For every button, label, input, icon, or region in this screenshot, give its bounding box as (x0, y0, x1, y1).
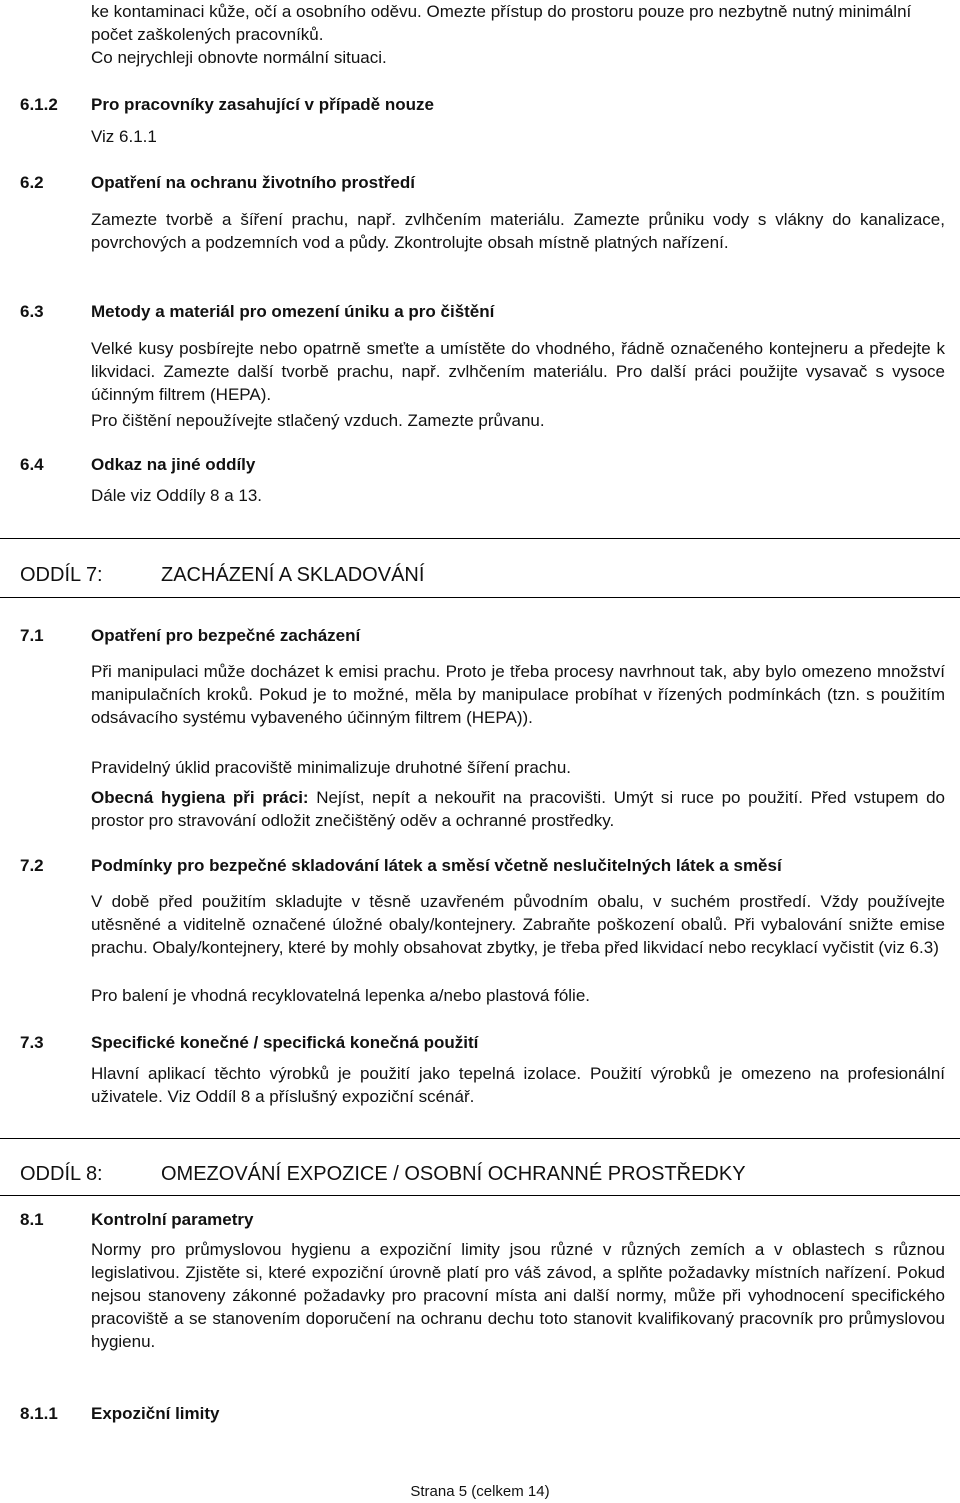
section-text: Pro čištění nepoužívejte stlačený vzduch. Zamezte průvanu. (91, 411, 545, 430)
section-number: 6.3 (20, 302, 44, 321)
section-text: Normy pro průmyslovou hygienu a expoziční limity jsou různé v různých zemích a v oblastech s různou legislativou. Zjistěte si, které expoziční úrovně platí pro váš závod, a splňte požadavky místních nařízení. Pokud nejsou stanoveny zákonné požadavky pro pracovní místa ani další normy, může při vyhodnocení specifického pracoviště a se stanovením doporučení na ochranu dechu toto stanovit kvalifikovaný pracovník pro průmyslovou hygienu. (91, 1240, 945, 1351)
chapter-title: ZACHÁZENÍ A SKLADOVÁNÍ (161, 564, 425, 586)
section-number: 6.1.2 (20, 95, 58, 114)
section-text: Zamezte tvorbě a šíření prachu, např. zvlhčením materiálu. Zamezte průniku vody s vlákny do kanalizace, povrchových a podzemních vod a půdy. Zkontrolujte obsah místně platných nařízení. (91, 210, 945, 252)
section-text: Viz 6.1.1 (91, 127, 157, 146)
hygiene-text: Nejíst, nepít a nekouřit na pracovišti. Umýt si ruce po použití. Před vstupem do prostor pro stravování odložit znečištěný oděv a ochranné prostředky. (91, 788, 945, 830)
section-heading: Pro pracovníky zasahující v případě nouze (91, 95, 434, 114)
chapter-title: OMEZOVÁNÍ EXPOZICE / OSOBNÍ OCHRANNÉ PROSTŘEDKY (161, 1163, 746, 1185)
hygiene-paragraph (91, 786, 945, 832)
section-text: Pravidelný úklid pracoviště minimalizuje druhotné šíření prachu. (91, 758, 572, 777)
section-number: 7.2 (20, 856, 44, 875)
section-text: Velké kusy posbírejte nebo opatrně smeťte a umístěte do vhodného, řádně označeného kontejneru a předejte k likvidaci. Zamezte další tvorbě prachu, např. zvlhčením materiálu. Pro další práci použijte vysavač s vysoce účinným filtrem (HEPA). (91, 339, 945, 404)
page-footer: Strana 5 (celkem 14) (410, 1483, 550, 1500)
section-text: V době před použitím skladujte v těsně uzavřeném původním obalu, v suchém prostředí. Vždy používejte utěsněné a viditelně označené úložné obaly/kontejnery. Zabraňte poškození obalů. Při vybalování snižte emise prachu. Obaly/kontejnery, které by mohly obsahovat zbytky, je třeba před likvidací nebo recyklací vyčistit (viz 6.3) (91, 892, 945, 957)
section-text: Při manipulaci může docházet k emisi prachu. Proto je třeba procesy navrhnout tak, aby bylo omezeno množství manipulačních kroků. Pokud je to možné, měla by manipulace probíhat v řízených podmínkách (tzn. s použitím odsávacího systému vybaveného účinným filtrem (HEPA)). (91, 662, 945, 727)
section-number: 8.1 (20, 1210, 44, 1229)
section-heading: Expoziční limity (91, 1404, 220, 1423)
section-heading: Odkaz na jiné oddíly (91, 455, 256, 474)
section-rule-bottom (0, 1195, 960, 1196)
section-rule-top (0, 538, 960, 539)
section-number: 8.1.1 (20, 1404, 58, 1423)
hygiene-label: Obecná hygiena při práci: (91, 788, 309, 807)
section-heading: Kontrolní parametry (91, 1210, 254, 1229)
section-number: 7.3 (20, 1033, 44, 1052)
section-heading: Metody a materiál pro omezení úniku a pro čištění (91, 302, 495, 321)
section-heading: Specifické konečné / specifická konečná použití (91, 1033, 479, 1052)
section-text: Dále viz Oddíly 8 a 13. (91, 486, 263, 505)
section-heading: Opatření pro bezpečné zacházení (91, 626, 361, 645)
section-heading: Podmínky pro bezpečné skladování látek a směsí včetně neslučitelných látek a směsí (91, 856, 782, 875)
intro-text: ke kontaminaci kůže, očí a osobního oděvu. Omezte přístup do prostoru pouze pro nezbytně nutný minimální počet zaškolených pracovníků. (91, 2, 912, 44)
section-heading: Opatření na ochranu životního prostředí (91, 173, 415, 192)
chapter-label: ODDÍL 7: (20, 564, 103, 586)
section-number: 6.4 (20, 455, 44, 474)
section-number: 7.1 (20, 626, 44, 645)
chapter-label: ODDÍL 8: (20, 1163, 103, 1185)
intro-text-2: Co nejrychleji obnovte normální situaci. (91, 48, 387, 67)
intro-paragraph (91, 0, 945, 69)
section-text: Hlavní aplikací těchto výrobků je použití jako tepelná izolace. Použití výrobků je omezeno na profesionální uživatele. Viz Oddíl 8 a příslušný expoziční scénář. (91, 1064, 945, 1106)
section-rule-top (0, 1138, 960, 1139)
section-number: 6.2 (20, 173, 44, 192)
section-text: Pro balení je vhodná recyklovatelná lepenka a/nebo plastová fólie. (91, 986, 591, 1005)
section-rule-bottom (0, 597, 960, 598)
